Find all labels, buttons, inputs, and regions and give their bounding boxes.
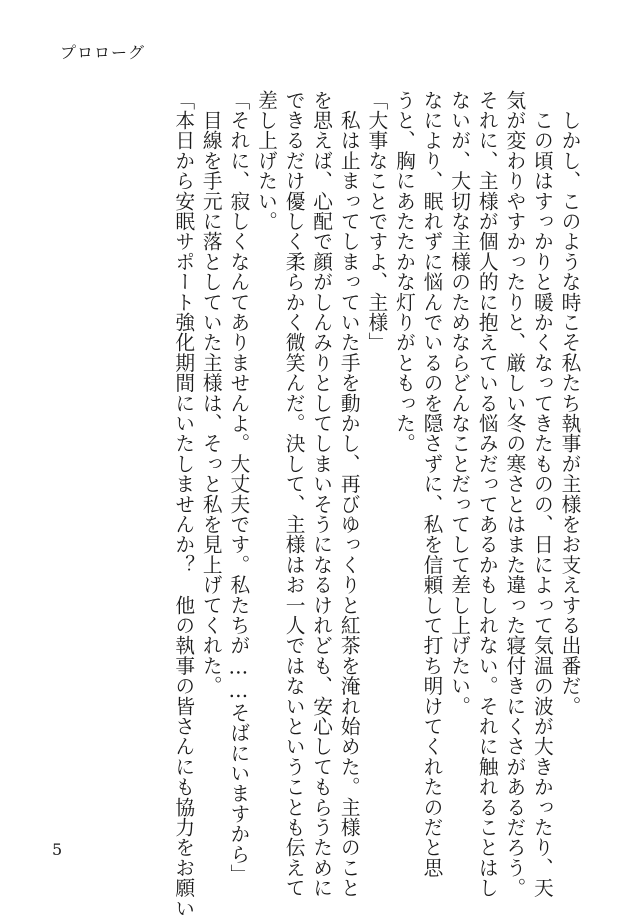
text-line: うと、胸にあたたかな灯りがともった。 [392, 90, 416, 454]
text-line: それに、主様が個人的に抱えている悩みだってあるかもしれない。それに触れることはし [475, 90, 499, 898]
text-line: ないが、大切な主様のためならどんなことだってして差し上げたい。 [447, 90, 471, 717]
running-head: プロローグ [60, 43, 146, 62]
text-line: なにより、眠れずに悩んでいるのを隠さずに、私を信頼して打ち明けてくれたのだと思 [420, 90, 444, 878]
text-line: 差し上げたい。 [254, 90, 278, 232]
text-line: この頃はすっかりと暖かくなってきたものの、日によって気温の波が大きかったり、天 [530, 90, 554, 898]
text-line: 気が変わりやすかったりと、厳しい冬の寒さとはまた違った寝付きにくさがあるだろう。 [502, 90, 526, 898]
text-line: しかし、このような時こそ私たち執事が主様をお支えする出番だ。 [558, 90, 581, 717]
text-line: 私は止まってしまっていた手を動かし、再びゆっくりと紅茶を淹れ始めた。主様のこと [337, 90, 361, 898]
page-number: 5 [52, 840, 63, 859]
text-line: 「それに、寂しくなんてありませんよ。大丈夫です。私たちが……そばにいますから」 [226, 90, 250, 885]
text-line: 目線を手元に落としていた主様は、そっと私を見上げてくれた。 [199, 90, 223, 696]
text-line: 「本日から安眠サポート強化期間にいたしませんか？ 他の執事の皆さんにも協力をお願い [171, 90, 195, 918]
text-line: を思えば、心配で顔がしんみりとしてしまいそうになるけれども、安心してもらうために [309, 90, 333, 898]
text-line: できるだけ優しく柔らかく微笑んだ。決して、主様はお一人ではないということも伝えて [282, 90, 306, 898]
body-text [169, 90, 583, 918]
text-line: 「大事なことですよ、主様」 [364, 90, 388, 353]
